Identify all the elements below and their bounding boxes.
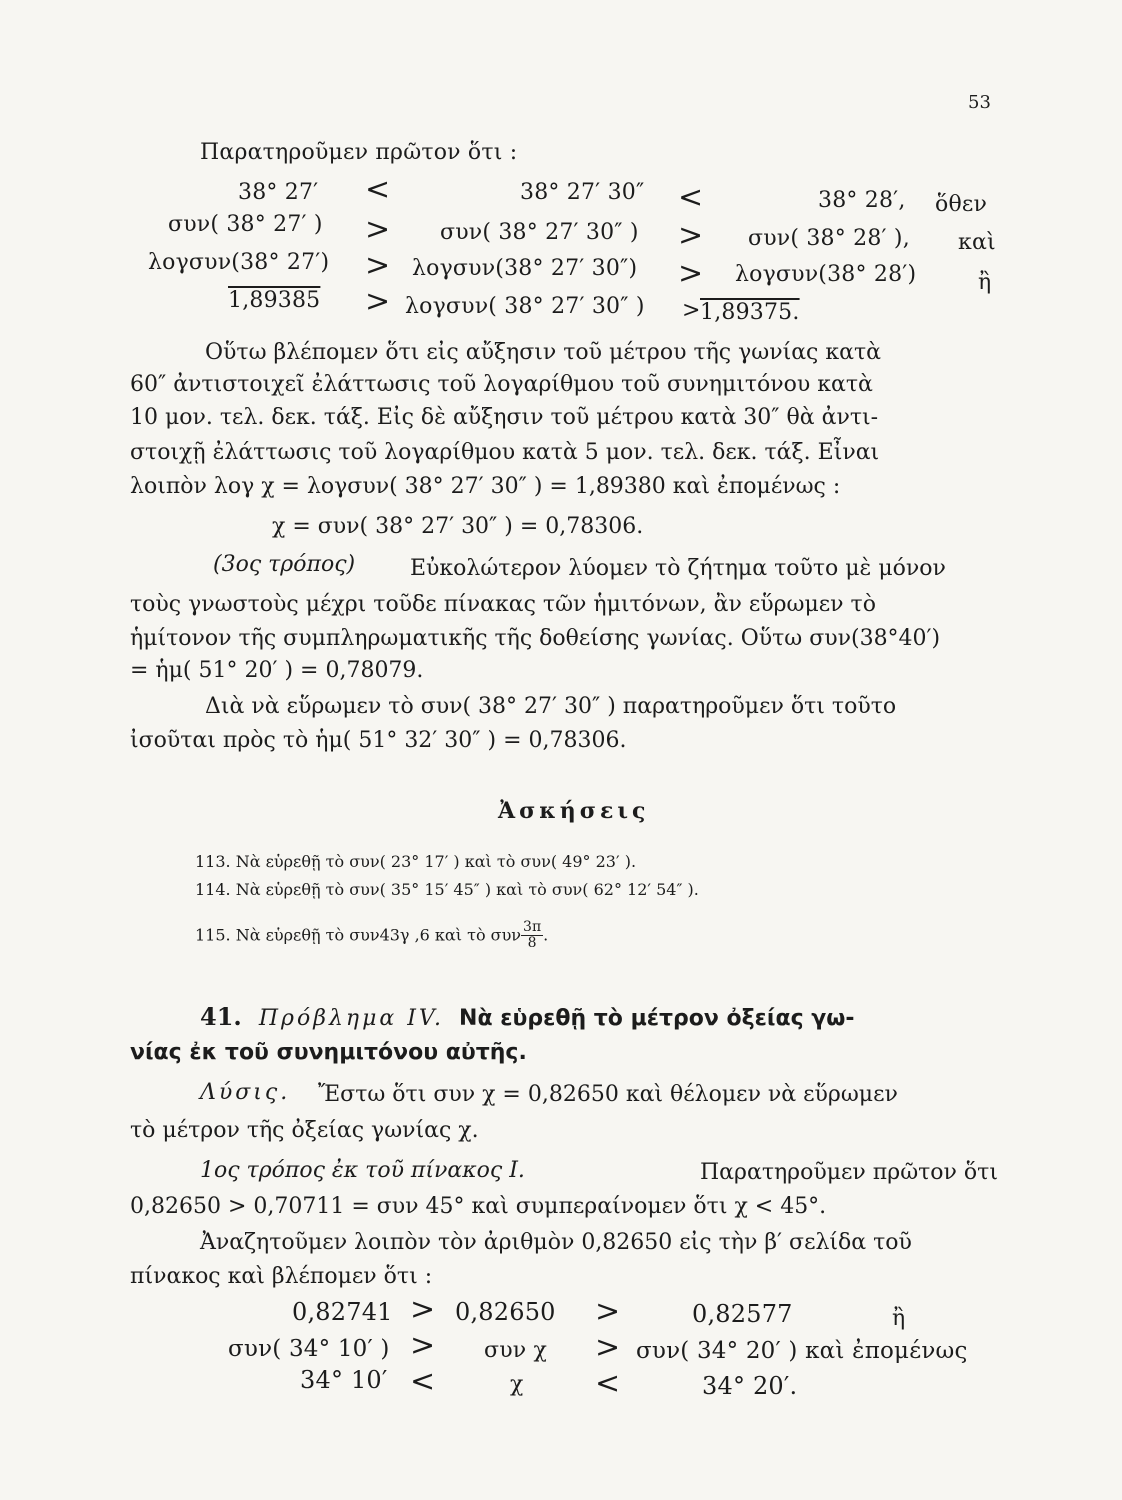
text-line: λοιπὸν λογ χ = λογσυν( 38° 27′ 30″ ) = 1,89380 καὶ ἐπομένως : [130, 474, 841, 499]
text-line: στοιχῇ ἐλάττωσις τοῦ λογαρίθμου κατὰ 5 μον. τελ. δεκ. τάξ. Εἶναι [130, 440, 880, 465]
result-line: χ = συν( 38° 27′ 30″ ) = 0,78306. [272, 514, 644, 539]
ineq-a: συν( 38° 27′ ) [168, 212, 323, 237]
ineq-relation: > [678, 218, 704, 253]
ineq-relation: > [410, 1292, 436, 1327]
ineq-relation: > [595, 1330, 621, 1365]
intro-line: Παρατηροῦμεν πρῶτον ὅτι : [200, 140, 518, 165]
ineq-relation: > [678, 256, 704, 291]
ineq-a: 38° 27′ [238, 180, 319, 205]
text-line: ἰσοῦται πρὸς τὸ ἡμ( 51° 32′ 30″ ) = 0,78306. [130, 728, 627, 753]
fraction-denominator: 8 [527, 935, 537, 952]
text-line: 60″ ἀντιστοιχεῖ ἐλάττωσις τοῦ λογαρίθμου τοῦ συνημιτόνου κατὰ [130, 372, 873, 397]
text-line: 0,82650 > 0,70711 = συν 45° καὶ συμπεραίνομεν ὅτι χ < 45°. [130, 1194, 827, 1219]
ineq-relation: > [682, 298, 701, 323]
exercise-end: . [543, 925, 549, 945]
section-label: Πρόβλημα IV. [258, 1006, 444, 1031]
ineq-relation: > [595, 1294, 621, 1329]
text-line: Ἔστω ὅτι συν χ = 0,82650 καὶ θέλομεν νὰ εὕρωμεν [318, 1082, 898, 1107]
ineq-c: συν( 34° 20′ ) καὶ ἐπομένως [636, 1338, 968, 1364]
ineq-relation: > [365, 284, 391, 319]
ineq-d: ἢ [978, 270, 992, 295]
text-line: τοὺς γνωστοὺς μέχρι τοῦδε πίνακας τῶν ἡμιτόνων, ἂν εὕρωμεν τὸ [130, 592, 876, 617]
ineq-relation: < [595, 1366, 621, 1401]
ineq-d: ἢ [892, 1306, 906, 1331]
fraction-numerator: 3π [523, 919, 542, 935]
exercise-item: 113. Νὰ εὑρεθῇ τὸ συν( 23° 17′ ) καὶ τὸ συν( 49° 23′ ). [195, 852, 637, 871]
ineq-d: ὅθεν [935, 192, 988, 217]
exercise-item [195, 920, 548, 952]
ineq-a: 34° 10′ [300, 1366, 388, 1394]
ineq-a: λογσυν(38° 27′) [148, 250, 330, 275]
ineq-c: 34° 20′. [702, 1372, 798, 1400]
ineq-relation: < [410, 1364, 436, 1399]
ineq-d: καὶ [958, 230, 996, 255]
ineq-a: συν( 34° 10′ ) [228, 1336, 390, 1362]
ineq-a: 0,82741 [292, 1298, 393, 1326]
text-line: Ἀναζητοῦμεν λοιπὸν τὸν ἀριθμὸν 0,82650 εἰς τὴν β′ σελίδα τοῦ [200, 1230, 912, 1255]
section-number: 41. [200, 1002, 242, 1031]
ineq-b: 38° 27′ 30″ [520, 180, 645, 205]
ineq-relation: < [678, 180, 704, 215]
fraction [521, 920, 543, 952]
ineq-relation: < [365, 172, 391, 207]
section-title: Νὰ εὑρεθῇ τὸ μέτρον ὀξείας γω- [459, 1006, 855, 1031]
text-line: 10 μον. τελ. δεκ. τάξ. Εἰς δὲ αὔξησιν τοῦ μέτρου κατὰ 30″ θὰ ἀντι- [130, 405, 879, 430]
ineq-c: 38° 28′, [818, 188, 906, 213]
exercise-item: 114. Νὰ εὑρεθῇ τὸ συν( 35° 15′ 45″ ) καὶ τὸ συν( 62° 12′ 54″ ). [195, 880, 699, 899]
ineq-c: συν( 38° 28′ ), [748, 226, 910, 251]
text-line: Οὕτω βλέπομεν ὅτι εἰς αὔξησιν τοῦ μέτρου τῆς γωνίας κατὰ [205, 340, 882, 365]
exercise-text: 115. Νὰ εὑρεθῇ τὸ συν43γ ,6 καὶ τὸ συν [195, 925, 522, 945]
ineq-b: συν χ [484, 1338, 548, 1363]
section-title-line-2: νίας ἐκ τοῦ συνημιτόνου αὐτῆς. [130, 1040, 527, 1065]
ineq-relation: > [365, 248, 391, 283]
ineq-b: χ [510, 1372, 524, 1397]
text-line: τὸ μέτρον τῆς ὀξείας γωνίας χ. [130, 1118, 479, 1143]
text-line: πίνακος καὶ βλέπομεν ὅτι : [130, 1264, 433, 1289]
exercises-heading: Ἀσκήσεις [498, 798, 650, 824]
ineq-relation: > [365, 212, 391, 247]
ineq-c: 1,89375. [700, 300, 800, 325]
page-number: 53 [968, 92, 991, 113]
ineq-b: λογσυν( 38° 27′ 30″ ) [405, 294, 645, 319]
ineq-b: 0,82650 [455, 1298, 556, 1326]
ineq-a: 1,89385 [228, 288, 321, 313]
text-line: Εὐκολώτερον λύομεν τὸ ζήτημα τοῦτο μὲ μόνον [410, 556, 946, 581]
text-line: ἡμίτονον τῆς συμπληρωματικῆς τῆς δοθείσης γωνίας. Οὕτω συν(38°40′) [130, 626, 941, 651]
method-1-label: 1ος τρόπος ἐκ τοῦ πίνακος I. [200, 1158, 525, 1183]
text-line: Διὰ νὰ εὕρωμεν τὸ συν( 38° 27′ 30″ ) παρατηροῦμεν ὅτι τοῦτο [205, 694, 897, 719]
ineq-c: 0,82577 [692, 1300, 793, 1328]
solution-label: Λύσις. [200, 1080, 291, 1105]
text-line: Παρατηροῦμεν πρῶτον ὅτι [700, 1160, 998, 1185]
method-3-label: (3ος τρόπος) [213, 552, 356, 577]
text-line: = ἡμ( 51° 20′ ) = 0,78079. [130, 658, 424, 683]
ineq-b: συν( 38° 27′ 30″ ) [440, 220, 639, 245]
section-title-line-1 [200, 1002, 855, 1031]
ineq-b: λογσυν(38° 27′ 30″) [412, 256, 638, 281]
ineq-c: λογσυν(38° 28′) [735, 262, 917, 287]
ineq-relation: > [410, 1328, 436, 1363]
